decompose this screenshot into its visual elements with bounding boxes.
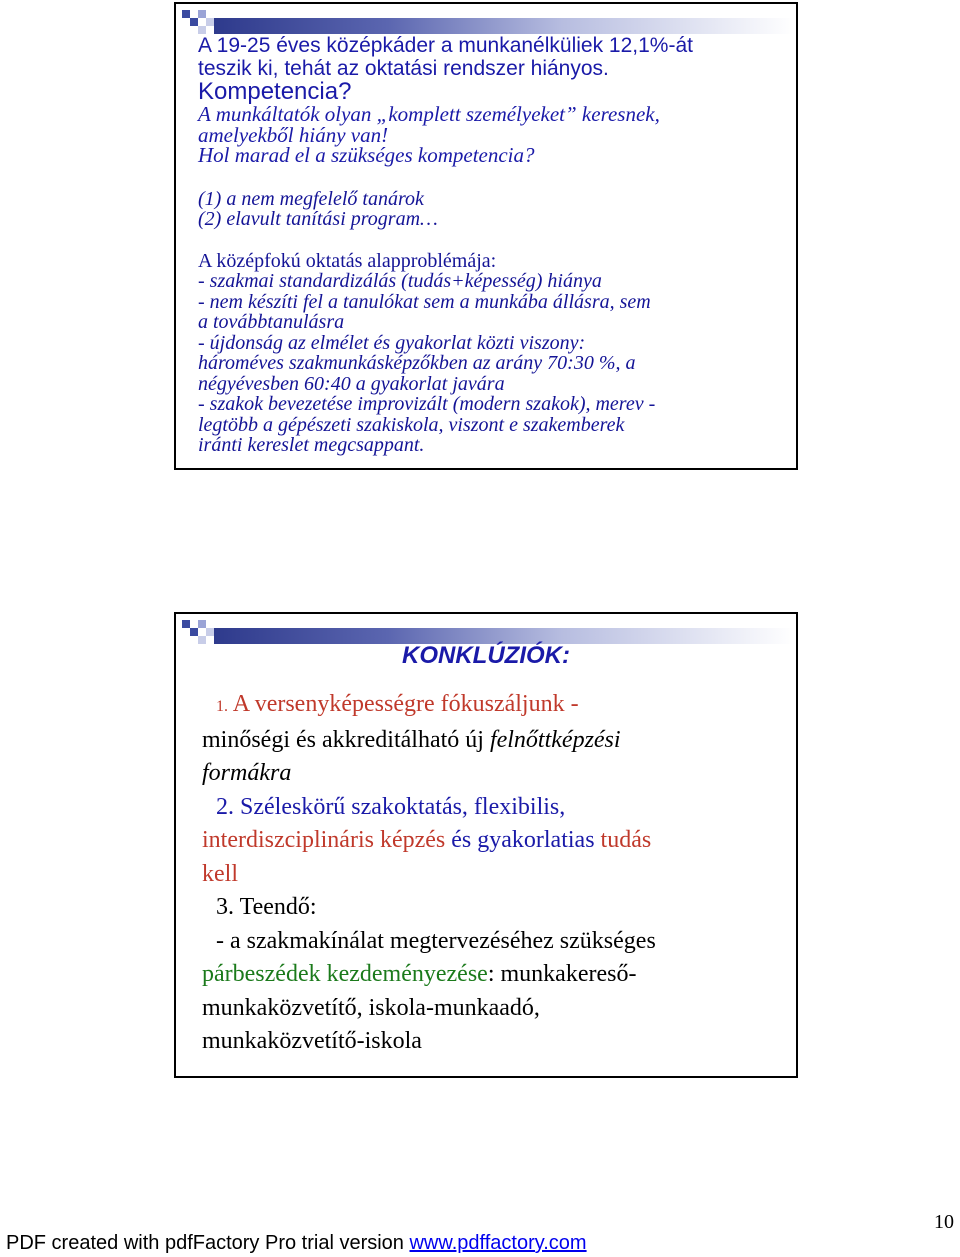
- problem-line: - nem készíti fel a tanulókat sem a munkába állásra, sem: [198, 290, 651, 313]
- slide-header-decoration: [182, 10, 794, 34]
- conclusion-line: [202, 958, 786, 992]
- conclusion-line: - a szakmakínálat megtervezéséhez szükséges: [216, 927, 656, 954]
- conclusion-text: és gyakorlatias: [451, 827, 595, 853]
- conclusion-line: munkaközvetítő, iskola-munkaadó,: [202, 994, 540, 1021]
- list-number: 1.: [216, 698, 228, 715]
- intro-line: teszik ki, tehát az oktatási rendszer hiányos.: [198, 57, 609, 80]
- conclusion-text: párbeszédek kezdeményezése: [202, 961, 488, 987]
- basic-problems: [198, 251, 782, 456]
- problem-line: - szakmai standardizálás (tudás+képesség) hiánya: [198, 270, 602, 292]
- basic-problems-heading: A középfokú oktatás alapproblémája:: [198, 249, 497, 272]
- intro-line: amelyekből hiány van!: [198, 122, 389, 147]
- conclusion-text: Széleskörű szakoktatás, flexibilis,: [240, 793, 566, 820]
- conclusion-text-italic: felnőttképzési: [489, 726, 621, 753]
- slide-2: [174, 612, 798, 1078]
- list-number: 3.: [216, 894, 234, 920]
- conclusion-line: munkaközvetítő-iskola: [202, 1028, 422, 1054]
- slide-header-decoration: [182, 620, 794, 644]
- conclusion-line: [202, 824, 786, 858]
- problem-line: hároméves szakmunkásképzőkben az arány 70:30 %, a: [198, 352, 636, 374]
- problem-line: négyévesben 60:40 a gyakorlat javára: [198, 372, 505, 395]
- issue-item: (2) elavult tanítási program…: [198, 208, 438, 230]
- pdf-footer: [6, 1232, 587, 1255]
- conclusions-title: KONKLÚZIÓK:: [402, 642, 570, 669]
- problem-line: iránti kereslet megcsappant.: [198, 434, 425, 456]
- conclusion-text: A versenyképességre fókuszáljunk -: [232, 691, 579, 717]
- conclusion-line: [202, 724, 786, 758]
- conclusion-line: formákra: [202, 760, 292, 786]
- footer-text: PDF created with pdfFactory Pro trial version: [6, 1232, 410, 1254]
- slide-1: [174, 2, 798, 470]
- conclusion-text: : munkakereső-: [487, 961, 637, 987]
- problem-line: - újdonság az elmélet és gyakorlat közti viszony:: [198, 331, 586, 354]
- conclusion-1: [202, 688, 786, 724]
- problem-line: legtöbb a gépészeti szakiskola, viszont e szakemberek: [198, 413, 625, 436]
- intro-line: Hol marad el a szükséges kompetencia?: [198, 143, 535, 167]
- conclusion-line: kell: [202, 860, 238, 887]
- problem-line: - szakok bevezetése improvizált (modern szakok), merev -: [198, 393, 656, 415]
- list-number: 2.: [216, 793, 234, 820]
- issues-list: [198, 189, 782, 230]
- intro-line: A 19-25 éves középkáder a munkanélküliek 12,1%-át: [198, 34, 693, 57]
- problem-line: a továbbtanulásra: [198, 311, 345, 333]
- intro-block: [198, 34, 782, 166]
- page-number: 10: [934, 1211, 954, 1233]
- conclusion-2: [202, 791, 786, 825]
- conclusion-text: tudás: [600, 827, 652, 853]
- conclusion-text: minőségi és akkreditálható új: [202, 726, 484, 753]
- conclusion-text: interdiszciplináris képzés: [202, 827, 446, 853]
- conclusion-text: Teendő:: [239, 894, 317, 920]
- footer-link[interactable]: www.pdffactory.com: [409, 1232, 587, 1254]
- conclusion-3: [202, 891, 786, 925]
- intro-line: A munkáltatók olyan „komplett személyeket” keresnek,: [198, 102, 660, 126]
- conclusions-content: [202, 688, 786, 1059]
- slide-1-content: [198, 34, 782, 456]
- issue-item: (1) a nem megfelelő tanárok: [198, 187, 424, 210]
- kompetencia-heading: Kompetencia?: [198, 78, 352, 105]
